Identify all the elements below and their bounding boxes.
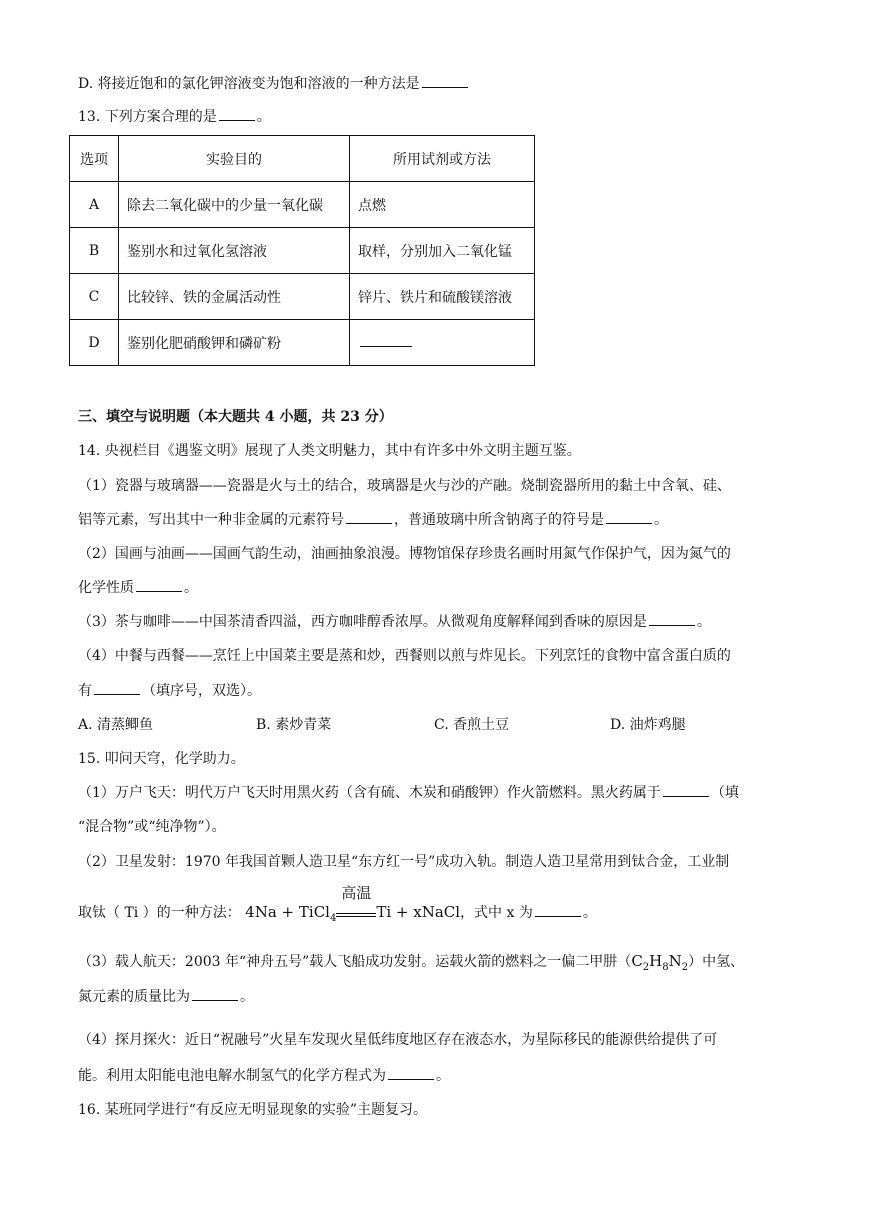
q14-p1-text: 铝等元素，写出其中一种非金属的元素符号: [78, 512, 344, 528]
q14-p3-end: 。: [696, 614, 711, 630]
choice-option[interactable]: C. 香煎土豆: [434, 717, 510, 733]
table-row: [70, 274, 535, 320]
q15-p2-text: 取钛（ Ti ）的一种方法：: [78, 905, 241, 921]
q15-p2-line1: （2）卫星发射：1970 年我国首颗人造卫星“东方红一号”成功入轨。制造人造卫星常用到钛合金，工业制: [78, 854, 730, 870]
q15-p3-text: （3）载人航天：2003 年“神舟五号”载人飞船成功发射。运载火箭的燃料之一偏二甲肼（: [78, 954, 632, 970]
q15-p1-line1: [78, 783, 739, 803]
q14-p3: [78, 612, 711, 632]
formula-c: C: [631, 952, 643, 970]
choice-option[interactable]: B. 素炒青菜: [256, 717, 332, 733]
answer-blank[interactable]: [388, 1067, 434, 1080]
answer-blank[interactable]: [346, 511, 392, 524]
q12-option-d: [78, 74, 470, 94]
row-method: 锌片、铁片和硫酸镁溶液: [350, 274, 535, 320]
q12-option-d-text: D. 将接近饱和的氯化钾溶液变为饱和溶液的一种方法是: [78, 76, 420, 92]
choice-option[interactable]: A. 清蒸鲫鱼: [78, 717, 154, 733]
q13-stem-text: 13. 下列方案合理的是: [78, 109, 217, 125]
table-row: [70, 228, 535, 274]
answer-blank[interactable]: [422, 75, 468, 88]
answer-blank[interactable]: [136, 579, 182, 592]
row-goal: 鉴别化肥硝酸钾和磷矿粉: [119, 320, 350, 366]
answer-blank[interactable]: [649, 613, 695, 626]
q14-p4-end: （填序号，双选）。: [142, 683, 261, 699]
q15-p1-text: （1）万户飞天：明代万户飞天时用黑火药（含有硫、木炭和硝酸钾）作火箭燃料。黑火药属于: [78, 785, 661, 801]
q13-stem: [78, 107, 271, 127]
table-header-row: [70, 136, 535, 182]
q14-p3-text: （3）茶与咖啡——中国茶清香四溢，西方咖啡醇香浓厚。从微观角度解释闻到香味的原因是: [78, 614, 647, 630]
equation-arrow: [336, 884, 376, 917]
table-row: [70, 182, 535, 228]
equation-left-sub: 4: [329, 913, 337, 924]
header-method: 所用试剂或方法: [350, 136, 535, 182]
q16-stem: 16. 某班同学进行“有反应无明显现象的实验”主题复习。: [78, 1102, 428, 1118]
q15-p3-text2: ）中氢、: [688, 954, 745, 970]
header-option: 选项: [70, 136, 119, 182]
reaction-condition: 高温: [341, 884, 372, 902]
answer-blank[interactable]: [535, 904, 581, 917]
q14-p1-line2: [78, 510, 668, 530]
formula-c-sub: 2: [642, 962, 650, 973]
q14-p4-text: 有: [78, 683, 92, 699]
q14-p2-line2: [78, 578, 198, 598]
row-option: B: [70, 228, 119, 274]
row-option: A: [70, 182, 119, 228]
answer-blank[interactable]: [360, 334, 412, 347]
formula-n: N: [668, 952, 682, 970]
q14-p2-end: 。: [184, 580, 198, 596]
answer-blank[interactable]: [663, 784, 709, 797]
section-title: 三、填空与说明题（本大题共 4 小题，共 23 分）: [78, 409, 393, 425]
formula-n-sub: 2: [681, 962, 689, 973]
equation-left: 4Na + TiCl: [245, 903, 330, 921]
q15-p4-text: 能。利用太阳能电池电解水制氢气的化学方程式为: [78, 1068, 386, 1084]
row-goal: 比较锌、铁的金属活动性: [119, 274, 350, 320]
formula-h: H: [649, 952, 663, 970]
table-row: [70, 320, 535, 366]
q15-p2-text2: ，式中 x 为: [460, 905, 533, 921]
q15-p2-line2: [78, 884, 597, 929]
q15-p4-line1: （4）探月探火：近日“祝融号”火星车发现火星低纬度地区存在液态水，为星际移民的能源供给提供了可: [78, 1032, 718, 1048]
answer-blank[interactable]: [219, 108, 255, 121]
formula-h-sub: 8: [662, 962, 669, 973]
q14-stem: 14. 央视栏目《遇鉴文明》展现了人类文明魅力，其中有许多中外文明主题互鉴。: [78, 443, 581, 459]
q14-p1-end: 。: [654, 512, 668, 528]
q14-p4-line1: （4）中餐与西餐——烹饪上中国菜主要是蒸和炒，西餐则以煎与炸见长。下列烹饪的食物中富含蛋白质的: [78, 648, 731, 664]
q15-p3-end: 。: [240, 989, 254, 1005]
row-goal: 除去二氧化碳中的少量一氧化碳: [119, 182, 350, 228]
q14-p4-line2: [78, 681, 261, 701]
equation-right: Ti + xNaCl: [376, 903, 461, 921]
q15-p4-end: 。: [436, 1068, 450, 1084]
q13-table: [69, 135, 535, 366]
q14-p1-text2: ，普通玻璃中所含钠离子的符号是: [394, 512, 604, 528]
answer-blank[interactable]: [606, 511, 652, 524]
choice-option[interactable]: D. 油炸鸡腿: [610, 717, 686, 733]
row-method-blank-cell: [350, 320, 535, 366]
chemical-equation: [245, 884, 461, 924]
q15-p4-line2: [78, 1066, 450, 1086]
q14-p2-line1: （2）国画与油画——国画气韵生动，油画抽象浪漫。博物馆保存珍贵名画时用氮气作保护气，因为氮气的: [78, 546, 731, 562]
q15-p1-text2: （填: [710, 785, 739, 801]
header-goal: 实验目的: [119, 136, 350, 182]
q13-stem-end: 。: [256, 109, 271, 125]
row-option: D: [70, 320, 119, 366]
answer-blank[interactable]: [192, 988, 238, 1001]
q14-p1-line1: （1）瓷器与玻璃器——瓷器是火与土的结合，玻璃器是火与沙的产融。烧制瓷器所用的黏土中含氧、硅、: [78, 478, 731, 494]
molecular-formula: [631, 952, 689, 973]
q15-p3-line2: [78, 987, 254, 1007]
q15-p3-line1: [78, 951, 744, 978]
row-method: 点燃: [350, 182, 535, 228]
q15-stem: 15. 叩问天穹，化学助力。: [78, 751, 245, 767]
q15-p2-end: 。: [582, 905, 597, 921]
row-option: C: [70, 274, 119, 320]
q15-p1-line2: “混合物”或“纯净物”）。: [78, 819, 226, 835]
row-method: 取样，分别加入二氧化锰: [350, 228, 535, 274]
row-goal: 鉴别水和过氧化氢溶液: [119, 228, 350, 274]
q14-p2-text: 化学性质: [78, 580, 134, 596]
q15-p3-text3: 氮元素的质量比为: [78, 989, 190, 1005]
answer-blank[interactable]: [94, 682, 140, 695]
